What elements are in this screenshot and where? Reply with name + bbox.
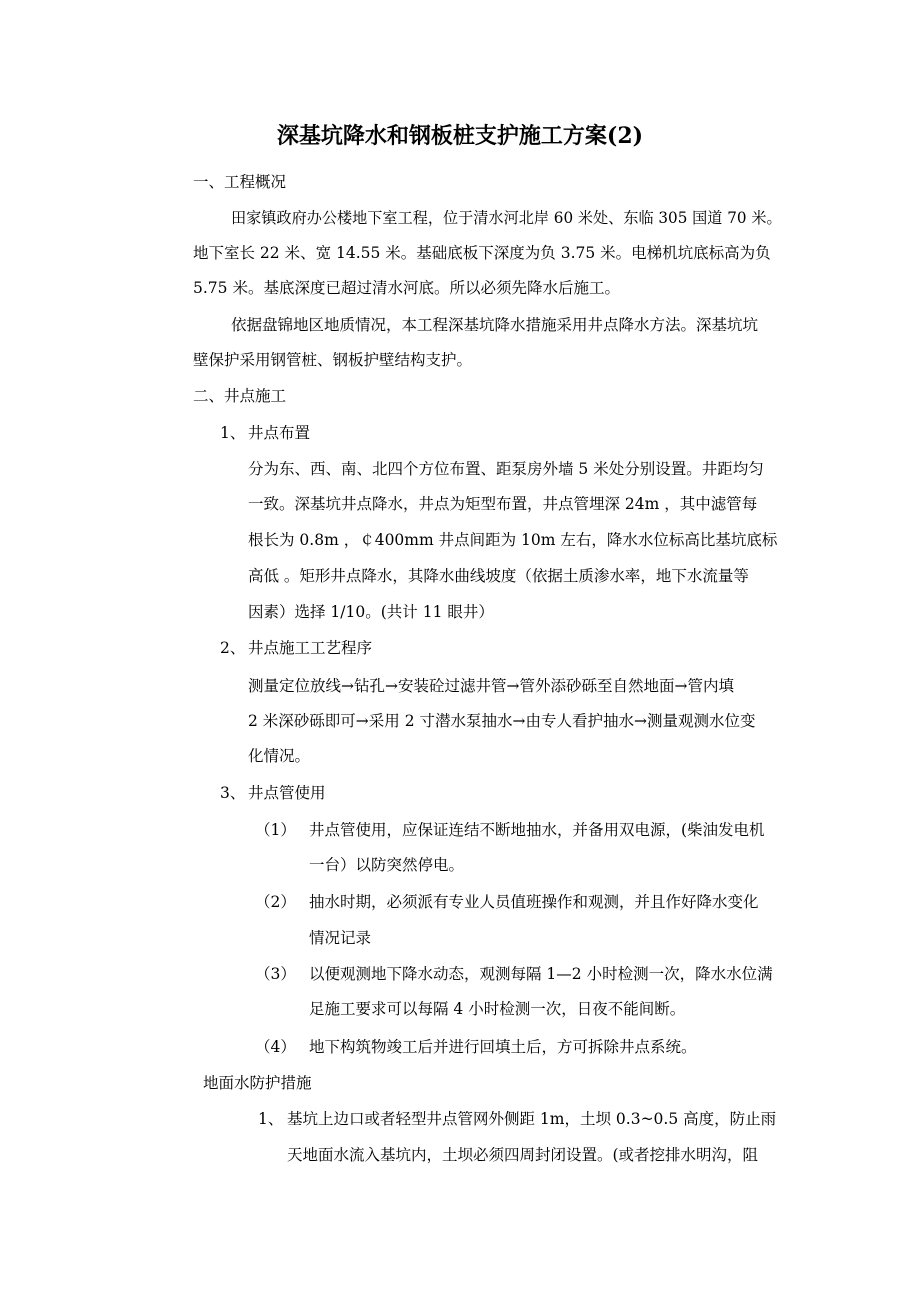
paragraph-line: 分为东、西、南、北四个方位布置、距泵房外墙 5 米处分别设置。井距均匀 [248,460,764,478]
list-item-line: 抽水时期，必须派有专业人员值班操作和观测，并且作好降水变化 [309,893,759,911]
list-item-number: （3） [255,965,296,983]
list-item-line: 足施工要求可以每隔 4 小时检测一次，日夜不能间断。 [309,1000,686,1018]
paragraph-line: 5.75 米。基底深度已超过清水河底。所以必须先降水后施工。 [193,279,620,297]
list-item-line: 井点管使用，应保证连结不断地抽水，并备用双电源，(柴油发电机 [309,821,765,839]
list-item-line: 地下构筑物竣工后并进行回填土后，方可拆除井点系统。 [309,1038,697,1056]
subsection-heading: 井点管使用 [248,784,326,802]
list-item-number: （2） [255,893,296,911]
list-item-line: 情况记录 [309,929,372,947]
paragraph-line: 化情况。 [248,747,311,765]
subsection-number: 3、 [220,784,246,802]
page-title: 深基坑降水和钢板桩支护施工方案(2) [276,123,644,149]
list-item-number: 1、 [258,1110,284,1128]
paragraph-line: 根长为 0.8m ，￠400mm 井点间距为 10m 左右，降水水位标高比基坑底标 [248,531,778,549]
list-item-line: 以便观测地下降水动态，观测每隔 1—2 小时检测一次，降水水位满 [309,965,773,983]
paragraph-line: 一致。深基坑井点降水，井点为矩型布置，井点管埋深 24m ，其中滤管每 [248,495,758,513]
subsection-heading: 井点施工工艺程序 [248,639,373,657]
section-heading-overview: 一、工程概况 [193,173,287,191]
subsection-heading: 井点布置 [248,424,311,442]
section-heading-surface-water: 地面水防护措施 [203,1074,312,1092]
list-item-line: 天地面水流入基坑内，土坝必须四周封闭设置。(或者挖排水明沟，阻 [287,1146,759,1164]
paragraph-line: 依据盘锦地区地质情况，本工程深基坑降水措施采用井点降水方法。深基坑坑 [231,316,759,334]
paragraph-line: 田家镇政府办公楼地下室工程，位于清水河北岸 60 米处、东临 305 国道 70 米。 [231,209,782,227]
paragraph-line: 高低 。矩形井点降水，其降水曲线坡度（依据土质渗水率，地下水流量等 [248,567,749,585]
paragraph-line: 因素）选择 1/10。(共计 11 眼井） [248,603,494,621]
list-item-number: （4） [255,1038,296,1056]
paragraph-line: 地下室长 22 米、宽 14.55 米。基础底板下深度为负 3.75 米。电梯机坑底标高为负 [193,244,771,262]
subsection-number: 2、 [220,639,246,657]
list-item-line: 一台）以防突然停电。 [309,856,465,874]
list-item-line: 基坑上边口或者轻型井点管网外侧距 1m，土坝 0.3~0.5 高度，防止雨 [287,1110,777,1128]
section-heading-wellpoint: 二、井点施工 [193,387,287,405]
subsection-number: 1、 [220,424,246,442]
paragraph-line: 壁保护采用钢管桩、钢板护壁结构支护。 [193,351,473,369]
list-item-number: （1） [255,821,296,839]
paragraph-line: 测量定位放线→钻孔→安装砼过滤井管→管外添砂砾至自然地面→管内填 [248,677,734,695]
paragraph-line: 2 米深砂砾即可→采用 2 寸潜水泵抽水→由专人看护抽水→测量观测水位变 [248,712,756,730]
